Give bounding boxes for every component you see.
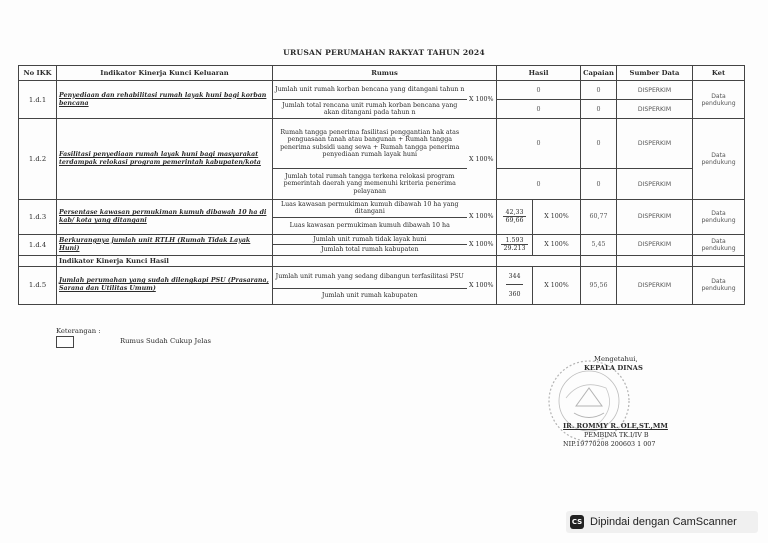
header-sumber: Sumber Data xyxy=(617,66,693,81)
rumus-multiplier: X 100% xyxy=(467,119,497,200)
header-capaian: Capaian xyxy=(581,66,617,81)
rumus-numerator: Jumlah unit rumah tidak layak huni xyxy=(273,234,467,244)
sumber-value: DISPERKIM xyxy=(617,119,693,169)
capaian-value: 0 xyxy=(581,119,617,169)
ket-value: Data pendukung xyxy=(693,200,745,235)
camscanner-logo-icon: CS xyxy=(570,515,584,529)
table-row xyxy=(19,81,745,100)
signature-name: IR. ROMMY R. OLE,ST.,MM xyxy=(563,422,668,430)
capaian-value: 95,56 xyxy=(581,266,617,304)
hasil-numerator: 0 xyxy=(497,81,581,100)
row-indikator: Penyediaan dan rehabilitasi rumah layak huni bagi korban bencana xyxy=(57,81,273,119)
rumus-denominator: Jumlah unit rumah kabupaten xyxy=(273,288,467,304)
capaian-value: 0 xyxy=(581,169,617,200)
hasil-numerator: 344 xyxy=(506,273,522,285)
rumus-numerator: Jumlah unit rumah korban bencana yang ditangani tahun n xyxy=(273,81,467,100)
rumus-multiplier: X 100% xyxy=(467,234,497,255)
subheader-empty xyxy=(273,255,497,266)
capaian-value: 0 xyxy=(581,100,617,119)
table-row xyxy=(19,234,745,244)
row-indikator: Fasilitasi penyediaan rumah layak huni bagi masyarakat terdampak relokasi program pemerintah kabupaten/kota xyxy=(57,119,273,200)
row-indikator: Berkurangnya jumlah unit RTLH (Rumah Tidak Layak Huni) xyxy=(57,234,273,255)
sumber-value: DISPERKIM xyxy=(617,81,693,100)
header-no: No IKK xyxy=(19,66,57,81)
subheader-empty xyxy=(497,255,581,266)
rumus-denominator: Jumlah total rumah kabupaten xyxy=(273,245,467,255)
sumber-value: DISPERKIM xyxy=(617,100,693,119)
hasil-denominator: 360 xyxy=(508,290,521,298)
legend-label: Rumus Sudah Cukup Jelas xyxy=(120,337,211,345)
table-row xyxy=(19,200,745,218)
ket-value: Data pendukung xyxy=(693,266,745,304)
header-indikator: Indikator Kinerja Kunci Keluaran xyxy=(57,66,273,81)
ket-value: Data pendukung xyxy=(693,234,745,255)
hasil-denominator: 29.213 xyxy=(503,245,526,253)
header-hasil: Hasil xyxy=(497,66,581,81)
header-ket: Ket xyxy=(693,66,745,81)
sumber-value: DISPERKIM xyxy=(617,234,693,255)
hasil-numerator: 0 xyxy=(497,119,581,169)
rumus-multiplier: X 100% xyxy=(467,266,497,304)
ket-value: Data pendukung xyxy=(693,81,745,119)
subheader-no-cell xyxy=(19,255,57,266)
subheader-empty xyxy=(693,255,745,266)
subheader-row xyxy=(19,255,745,266)
table-row xyxy=(19,119,745,169)
sumber-value: DISPERKIM xyxy=(617,200,693,235)
capaian-value: 60,77 xyxy=(581,200,617,235)
subheader-empty xyxy=(617,255,693,266)
capaian-value: 0 xyxy=(581,81,617,100)
signature-greeting: Mengetahui, xyxy=(594,355,638,363)
rumus-denominator: Jumlah total rumah tangga terkena relokasi program pemerintah daerah yang memenuhi kriteria penerima pelayanan xyxy=(273,169,467,200)
row-no: 1.d.2 xyxy=(19,119,57,200)
signature-title: KEPALA DINAS xyxy=(584,364,643,372)
rumus-denominator: Jumlah total rencana unit rumah korban bencana yang akan ditangani pada tahun n xyxy=(273,100,467,119)
rumus-numerator: Luas kawasan permukiman kumuh dibawah 10 ha yang ditangani xyxy=(273,200,467,218)
table-row xyxy=(19,266,745,288)
hasil-numerator: 1.593 xyxy=(501,237,527,245)
table-header-row xyxy=(19,66,745,81)
sumber-value: DISPERKIM xyxy=(617,266,693,304)
hasil-denominator: 0 xyxy=(497,169,581,200)
hasil-multiplier: X 100% xyxy=(533,234,581,255)
subheader-empty xyxy=(581,255,617,266)
keterangan-label: Keterangan : xyxy=(56,327,101,335)
camscanner-watermark xyxy=(566,511,758,533)
hasil-fraction xyxy=(497,234,533,255)
row-no: 1.d.5 xyxy=(19,266,57,304)
capaian-value: 5,45 xyxy=(581,234,617,255)
ikk-table xyxy=(18,65,745,305)
row-no: 1.d.1 xyxy=(19,81,57,119)
row-no: 1.d.3 xyxy=(19,200,57,235)
signature-nip: NIP.19770208 200603 1 007 xyxy=(563,440,656,448)
subheader-label: Indikator Kinerja Kunci Hasil xyxy=(57,255,273,266)
rumus-denominator: Luas kawasan permukiman kumuh dibawah 10 ha xyxy=(273,217,467,234)
ket-value: Data pendukung xyxy=(693,119,745,200)
document-title: URUSAN PERUMAHAN RAKYAT TAHUN 2024 xyxy=(283,48,485,57)
row-indikator: Jumlah perumahan yang sudah dilengkapi PSU (Prasarana, Sarana dan Utilitas Umum) xyxy=(57,266,273,304)
header-rumus: Rumus xyxy=(273,66,497,81)
rumus-numerator: Rumah tangga penerima fasilitasi penggantian hak atas penguasaan tanah atau bangunan + Rumah tangga penerima subsidi uang sewa + Rumah tangga penerima penyediaan rumah layak huni xyxy=(273,119,467,169)
hasil-multiplier: X 100% xyxy=(533,200,581,235)
hasil-fraction xyxy=(497,200,533,235)
row-no: 1.d.4 xyxy=(19,234,57,255)
signature-rank: PEMBINA TK.I/IV B xyxy=(584,431,649,439)
legend-swatch xyxy=(56,336,74,348)
sumber-value: DISPERKIM xyxy=(617,169,693,200)
hasil-fraction xyxy=(497,266,533,304)
hasil-numerator: 42,33 xyxy=(505,209,524,217)
rumus-multiplier: X 100% xyxy=(467,81,497,119)
hasil-denominator: 0 xyxy=(497,100,581,119)
hasil-multiplier: X 100% xyxy=(533,266,581,304)
rumus-multiplier: X 100% xyxy=(467,200,497,235)
rumus-numerator: Jumlah unit rumah yang sedang dibangun terfasilitasi PSU xyxy=(273,266,467,288)
camscanner-text: Dipindai dengan CamScanner xyxy=(590,516,737,528)
row-indikator: Persentase kawasan permukiman kumuh dibawah 10 ha di kab/ kota yang ditangani xyxy=(57,200,273,235)
hasil-denominator: 69,66 xyxy=(505,217,524,225)
